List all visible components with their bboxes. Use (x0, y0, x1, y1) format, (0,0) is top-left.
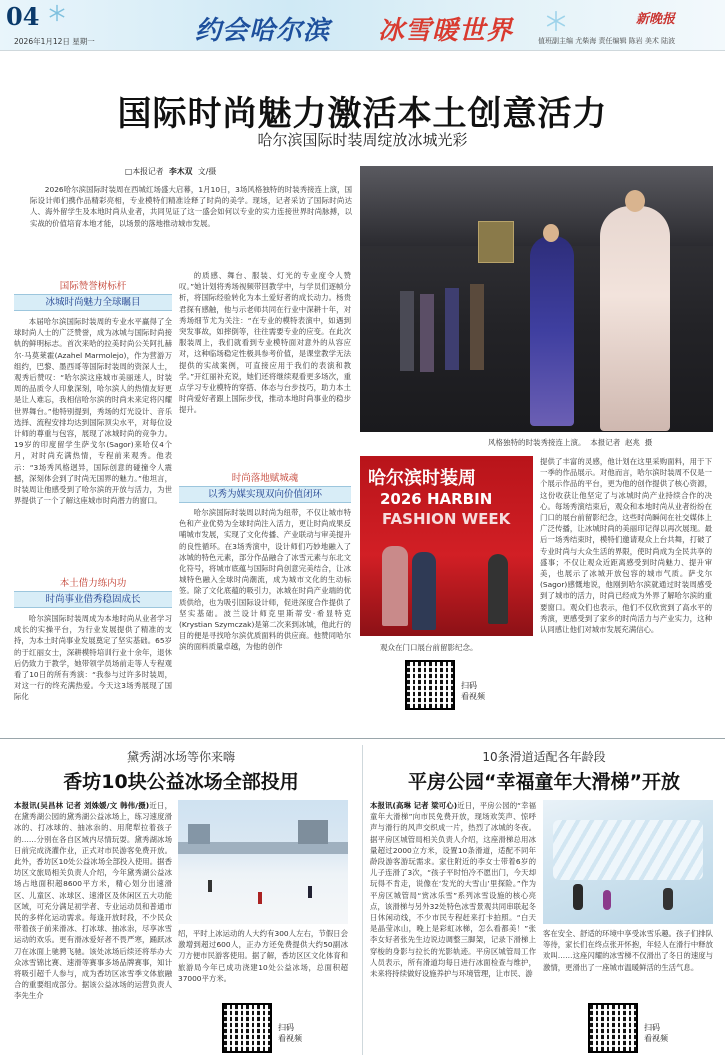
story-kicker: 黛秀湖冰场等你来嗨 (126, 750, 235, 764)
qr-label-line: 看视频 (644, 1034, 668, 1043)
story-body-continued: 绍，平时上冰运动的人大约有300人左右，节假日会激增到超过600人，正办方还免费提供大约50副冰刀方便市民游客使用。据了解，香坊区区文化体育和旅游局今年已成功浇建10处公益冰场，总面积超37000平方米。 (178, 929, 348, 983)
qr-label (278, 1022, 302, 1044)
story-text (370, 800, 536, 1056)
booth-banner-line: FASHION WEEK (382, 510, 511, 528)
story-byline: 本报讯(高琳 记者 梁可心) (370, 801, 458, 810)
sub-headline: 哈尔滨国际时装周绽放冰城光彩 (257, 131, 468, 149)
qr-label (461, 680, 485, 702)
qr-code[interactable] (405, 660, 455, 710)
section-band: 冰城时尚魅力全球瞩目 (14, 294, 172, 311)
snowflake-icon (545, 10, 567, 32)
person-figure (382, 546, 408, 626)
issue-date: 2026年1月12日 星期一 (14, 37, 95, 46)
model-figure (600, 206, 670, 431)
booth-banner-line: 2026 HARBIN (380, 490, 493, 508)
staff-credits: 值班副主编 尤柴海 责任编辑 陈岩 美术 陆波 (538, 37, 676, 45)
story-headline: 平房公园“幸福童年大滑梯”开放 (408, 771, 680, 793)
ice-rink-photo (178, 800, 348, 924)
person-figure (488, 554, 508, 624)
photo-caption: 观众在门口展台前留影纪念。 (380, 643, 478, 652)
booth-banner-title: 哈尔滨时装周 (368, 468, 476, 489)
runway-photo (360, 166, 713, 432)
story-text (14, 800, 172, 1056)
section-kicker: 时尚落地赋城魂 (231, 473, 299, 484)
photo-caption: 风格独特的时装秀接连上演。 本报记者 赵兆 摄 (488, 438, 653, 447)
story-kicker: 10条滑道适配各年龄段 (482, 750, 606, 764)
ice-slide-photo (543, 800, 713, 924)
story-body-continued: 客在安全、舒适的环境中享受冰雪乐趣。孩子们排队等待，家长们在终点张开怀抱，年轻人在滑行中释放欢叫……这座闪耀的冰雪梯不仅滑出了冬日的速度与激情，更滑出了一座城市温暖鲜活的生活气息。 (543, 929, 713, 972)
byline (125, 166, 216, 177)
section-band: 以秀为媒实现双向价值闭环 (179, 486, 351, 503)
masthead-rule (0, 50, 725, 51)
section-kicker: 本土借力练内功 (59, 578, 127, 589)
qr-label-line: 扫码 (644, 1023, 660, 1032)
page-headline: 国际时尚魅力激活本土创意活力 (117, 94, 608, 134)
stage-logo (478, 221, 514, 263)
qr-code[interactable] (222, 1003, 272, 1053)
byline-name: 李木双 (169, 167, 193, 176)
lead-intro: 2026哈尔滨国际时装周在西城红场盛大启幕，1月10日，3场风格独特的时装秀接连上演，国际设计师们携作品精彩亮相，专业模特们精准诠释了时尚的美学。现场，记者采访了国际时尚达人、海外留学生及本地时尚从业者，共同见证了这一盛会如何以专业的实力连接世界时尚脉搏，以实战的价值培育本地才能，以场景的落地推动城市发展。 (30, 185, 352, 228)
model-figure (530, 236, 574, 426)
lead-column-2b: 哈尔滨国际时装周以时尚为纽带，不仅让城市特色和产业优势为全球时尚注入活力，更让时尚成果反哺城市发展，实现了文化传播、产业联动与审美提升的良性循环。在3场秀演中，设计师们巧妙地融入了冰城的特色元素，部分作品融合了冰雪元素与东北文化符号，将城市底蕴与国际时尚创意完美结合，让冰城特色融入全球时尚潮流，成为城市文化的生动标签。除了文化底蕴的吸引力，冰城在时尚产业端的优质供给，也为吸引国际设计师，促进深度合作提供了坚实基础。波兰设计师克里斯蒂安·希显特克(Krystian Szymczak)是第二次来到冰城，他此行的目的便是寻找哈尔滨优质面料的供应商。他赞同哈尔滨的面料质量卓越，为他的创作 (179, 508, 351, 652)
slogan-1: 约会哈尔滨 (195, 16, 331, 46)
story-headline: 香坊10块公益冰场全部投用 (63, 771, 299, 793)
qr-code[interactable] (588, 1003, 638, 1053)
qr-label-line: 看视频 (461, 692, 485, 701)
byline-prefix: □本报记者 (125, 167, 164, 176)
qr-label-line: 扫码 (461, 681, 477, 690)
section-divider (0, 738, 725, 739)
booth-photo (360, 456, 533, 636)
slogan-2: 冰雪暖世界 (378, 16, 514, 46)
person-figure (412, 552, 436, 630)
newspaper-logo: 新晚报 (636, 12, 676, 27)
snowflake-icon (48, 4, 66, 22)
page-number: 04 (6, 2, 40, 31)
qr-label (644, 1022, 668, 1044)
lead-column-1b: 哈尔滨国际时装周成为本地时尚从业者学习成长的实操平台，为行业发展提供了精准的支持，为本土时尚事业发展奠定了坚实基础。65岁的于红丽女士，深耕模特培训行业十余年，退休后仍致力于教学，她带领学员场前走等人专程观看了10日的所有秀演：“我参与过许多时装周，对这一行的终充满热爱。今天这3场秀展现了国际化 (14, 614, 172, 702)
lead-column-1: 本届哈尔滨国际时装周的专业水平赢得了全球时尚人士的广泛赞誉，成为冰城与国际时尚接轨的鲜明标志。首次来哈的拉美时尚公关阿扎赫尔·马莫莱霍(Azahel Marmolejo)，作为营游万组约，巴黎、墨西哥等国际时装周的资深人士，观秀后赞叹：“哈尔滨这座城市美丽迷人，时装周的品质令人印象深刻，哈尔滨人的热情友好更是让人难忘，我相信哈尔滨的时尚未来定将闪耀世界舞台。”他特别提到，秀场的灯光设计、音乐选择、流程安排均达到国际顶尖水平，对每位设计师的尊重与包容，展现了冰城时尚的竞争力。19岁的印度留学生萨戈尔(Sagor)来哈仅4个月，对时尚充满热情，专程前来观秀。他表示：“3场秀风格迥异，国际创意的碰撞令人震撼，深刻体会到了时尚无国界的魅力。”他坦言，时装周让他感受到了哈尔滨的开放与活力，为世界提供了一个了解这座城市时尚潜力的窗口。 (14, 317, 172, 506)
story-body: 近日，在黛秀湖公园的黛秀湖公益冰场上，练习速度滑冰的、打冰球的、抽冰尜的、用爬犁拉着孩子的……分别在各自区域内尽情玩耍。黛秀湖冰场日前完成浇灌作业，正式对市民游客免费开放。此外，香坊区10处公益冰场全部投入使用。据香坊区文旅局相关负责人介绍，今年黛秀湖公益冰场占地面积超8600平方米，精心划分出速滑区、儿童区、冰球区、速滑区及休闲区五大功能区域，可充分满足初学者、专业运动员和普通市民的多样化运动需求。每逢开放时段，不少民众带着孩子前来滑冰、打冰球、抽冰尜，尽享冰雪运动的欢乐。更有滑冰爱好者不畏严寒，踊跃冰刀在冰面上驰骋飞驰。该处冰场后续还将举办大众冰雪锦比赛、速滑等赛事多场品牌赛事，知计将吸引超千人参与，成为香坊区冰雪季文体旅融合的重要组成部分。据该公益冰场的运营负责人李先生介 (14, 801, 172, 1001)
lead-column-4: 提供了丰富的灵感，他计划在这里采购面料，用于下一季的作品展示。对他而言，哈尔滨时装周不仅是一个展示作品的平台，更为他的创作提供了核心资源，这份收获让他坚定了与冰城时尚产业持续合作的决心。每场秀演结束后，观众和本地时尚从业者纷纷在门口的展台前留影纪念，这些时尚瞬间在社交媒体上广泛传播，让冰城时尚的美丽印记得以再次展现。最后一场秀结束时，模特们邀请观众上台共舞，打破了专业时尚与大众生活的界限，使时尚成为全民共享的盛事；不仅让观众近距离感受到时尚魅力、提升审美，也展示了冰城开放包容的城市气质。萨戈尔(Sagor)感慨地说，他刚到哈尔滨就通过时装周感受到了城市的活力，时尚已经成为外界了解哈尔滨的重要窗口。观众们也表示，他们不仅欣赏到了高水平的秀演，更感受到了家乡的时尚活力与产业实力，这种认同感让他们对城市发展充满信心。 (540, 457, 712, 635)
masthead (0, 0, 725, 50)
story-byline: 本报讯(吴昌林 记者 刘姝媛/文 韩伟/摄) (14, 801, 150, 810)
section-kicker: 国际赞誉树标杆 (59, 281, 127, 292)
section-band: 时尚事业借秀稳固成长 (14, 591, 172, 608)
story-body: 近日，平房公园的“幸福童年大滑梯”向市民免费开放，现场欢笑声、惊呼声与滑行的风声交织成一片，热烈了冰城的冬夜。据平房区城管局相关负责人介绍，这座滑梯总用冰量超过2000立方米，设置10条滑道，适配不同年龄段游客游玩需求。家住附近的李女士带着6岁的儿子连滑了3次，“孩子平时怕冷不愿出门，今天却玩得不肯走，说像在‘发光的大雪山’里探险。”作为平房区城管局“赏冰乐雪”系列冰雪设施的核心亮点，该滑梯与另外32处特色冰雪景观共同串联起冬日休闲动线，不少市民专程赶来打卡拍照。“白天是晶莹冰山，晚上是彩虹冰梯，怎么看都美！”张李女好者张先生边说边调整三脚架，记录下滑梯上穿梭的身影与拉长的光影轨迹。平房区城管局工作人员表示，所有滑道均每日进行冰面检查与维护，未来将持续做好设施养护与环境管理，让市民、游 (370, 801, 536, 979)
qr-label-line: 扫码 (278, 1023, 294, 1032)
lead-column-2: 的质感、舞台、服装、灯光的专业度令人赞叹。”她计划将秀场视频带回教学中，与学员们逐帧分析，将国际经验转化为本土爱好者的成长动力。杨贵君探有感触，他与示老师共同在行业中深耕十年，对秀场细节尤为关注：“在专业的模特表演中，如遇到突发事故，如摔倒等，往往需要专业的应变。在此次服装周上，我们就看到专业模特面对意外的从容应对，这种临场稳定性极具参考价值，是课堂教学无法提供的实战案例，可直接应用于我们的表演和教学。”开红丽补充说，她们还将继续观看更多场次，重点学习专业模特的穿搭、体态与台步技巧，助力本土时尚爱好者跟上国际步伐，推动本地时尚事业的稳步提升。 (179, 271, 351, 415)
byline-suffix: 文/摄 (197, 167, 217, 176)
qr-label-line: 看视频 (278, 1034, 302, 1043)
